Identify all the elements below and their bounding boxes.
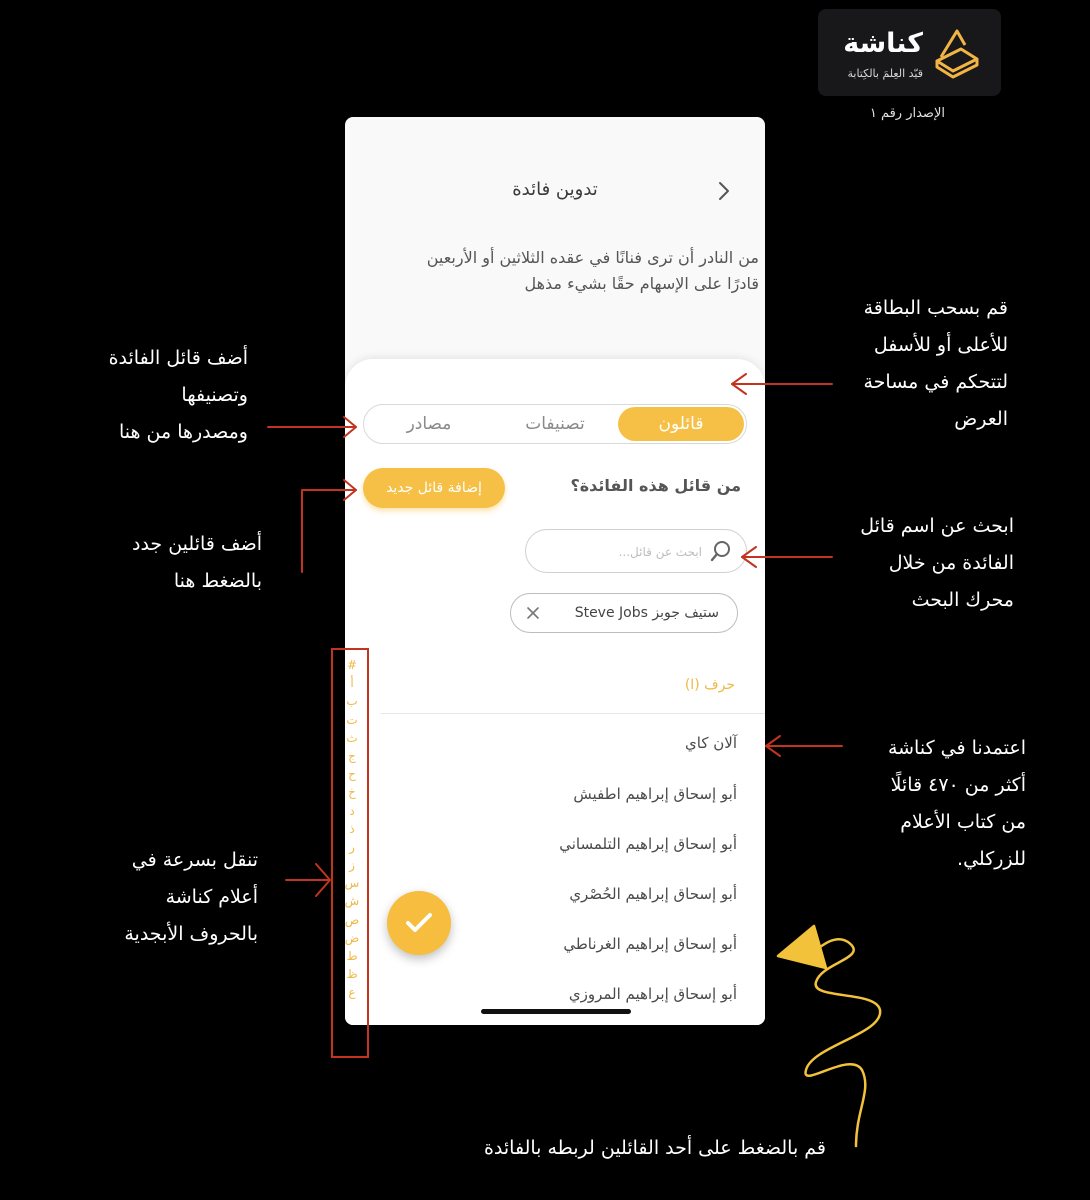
alphabet-letter[interactable]: # <box>346 658 358 672</box>
list-item[interactable]: أبو إسحاق إبراهيم المروزي <box>568 985 737 1003</box>
close-icon[interactable] <box>525 605 541 621</box>
add-sayer-button[interactable]: إضافة قائل جديد <box>363 468 505 508</box>
alphabet-letter[interactable]: س <box>344 876 360 891</box>
annotation-alphabet <box>124 842 258 953</box>
alphabet-letter[interactable]: ب <box>346 694 358 709</box>
alphabet-letter[interactable]: ع <box>348 985 356 1000</box>
alphabet-letter[interactable]: ح <box>348 767 356 782</box>
checkmark-icon <box>405 911 433 935</box>
phone-screen <box>345 117 765 1025</box>
tab-sayers[interactable]: قائلون <box>618 407 744 441</box>
annotation-line: ومصدرها من هنا <box>118 421 248 443</box>
home-indicator <box>481 1009 631 1014</box>
alphabet-letter[interactable]: ظ <box>346 967 358 982</box>
list-item[interactable]: آلان كاي <box>685 734 737 752</box>
segmented-tabs <box>363 404 747 444</box>
annotation-line: للأعلى أو للأسفل <box>873 334 1008 356</box>
tab-categories[interactable]: تصنيفات <box>525 414 585 434</box>
annotation-line: بالضغط هنا <box>173 570 262 592</box>
alphabet-letter[interactable]: خ <box>348 785 356 800</box>
annotation-line: أكثر من ٤٧٠ قائلًا <box>890 774 1026 796</box>
alphabet-letter[interactable]: ص <box>344 912 360 927</box>
annotation-line: وتصنيفها <box>181 384 248 406</box>
search-input[interactable] <box>550 538 704 566</box>
selected-sayer-chip[interactable] <box>510 593 738 633</box>
alphabet-letter[interactable]: ر <box>349 839 355 854</box>
list-item[interactable]: أبو إسحاق إبراهيم التلمساني <box>559 835 737 853</box>
arrow-alphabet <box>286 864 330 896</box>
app-logo <box>818 9 1001 96</box>
annotation-line: ابحث عن اسم قائل <box>860 515 1014 537</box>
tab-sources[interactable]: مصادر <box>406 414 452 434</box>
alphabet-letter[interactable]: ط <box>346 949 358 963</box>
annotation-line: أضف قائلين جدد <box>132 533 262 555</box>
annotation-add <box>132 526 262 600</box>
quote-line: قادرًا على الإسهام حقًا بشيء مذهل <box>524 274 759 293</box>
chip-label: ستيف جوبز Steve Jobs <box>574 605 719 621</box>
annotation-tabs <box>109 340 248 451</box>
list-item[interactable]: أبو إسحاق إبراهيم الحُصْري <box>569 885 737 903</box>
annotation-line: لتتحكم في مساحة <box>863 371 1008 393</box>
squiggle-arrow <box>778 926 880 1146</box>
alphabet-letter[interactable]: ث <box>346 730 358 745</box>
annotation-search <box>860 508 1014 619</box>
alphabet-letter[interactable]: ز <box>349 858 355 873</box>
alphabet-letter[interactable]: ج <box>348 748 356 763</box>
alphabet-letter[interactable]: ذ <box>349 821 355 836</box>
annotation-line: من كتاب الأعلام <box>900 811 1026 833</box>
version-label: الإصدار رقم ١ <box>869 106 945 121</box>
bottom-sheet[interactable] <box>345 359 765 1025</box>
annotation-tap: قم بالضغط على أحد القائلين لربطه بالفائدة <box>483 1137 826 1159</box>
alphabet-highlight-box <box>331 648 369 1058</box>
quote-text[interactable] <box>389 245 759 297</box>
arrow-count <box>766 736 842 756</box>
page-title: تدوين فائدة <box>512 179 598 200</box>
alphabet-letter[interactable]: أ <box>350 676 354 691</box>
annotation-line: للزركلي. <box>957 848 1026 870</box>
alphabet-letter[interactable]: ض <box>344 930 360 945</box>
annotation-line: أعلام كناشة <box>165 886 258 908</box>
search-box <box>525 529 747 573</box>
sayer-question: من قائل هذه الفائدة؟ <box>570 476 741 495</box>
annotation-count <box>888 730 1026 878</box>
logo-title: كناشة <box>843 28 923 59</box>
logo-tagline: قيّد العِلمَ بالكِتابة <box>847 67 923 80</box>
search-icon[interactable] <box>710 540 732 562</box>
annotation-line: الفائدة من خلال <box>888 552 1014 574</box>
section-header: حرف (ا) <box>684 677 735 693</box>
annotation-line: محرك البحث <box>911 589 1014 611</box>
annotation-drag-card <box>863 290 1008 438</box>
divider <box>381 713 765 714</box>
annotation-line: العرض <box>954 408 1008 430</box>
alphabet-letter[interactable]: ت <box>346 712 358 727</box>
list-item[interactable]: أبو إسحاق إبراهيم الغرناطي <box>563 935 737 953</box>
annotation-line: اعتمدنا في كناشة <box>887 737 1026 759</box>
confirm-button[interactable] <box>387 891 451 955</box>
logo-mark-icon <box>931 27 983 79</box>
alphabet-letter[interactable]: د <box>349 803 355 818</box>
arrow-tabs <box>268 417 356 437</box>
alphabet-letter[interactable]: ش <box>344 894 360 909</box>
annotation-line: أضف قائل الفائدة <box>108 347 248 369</box>
annotation-line: تنقل بسرعة في <box>131 849 258 871</box>
quote-line: من النادر أن ترى فنانًا في عقده الثلاثين أو الأربعين <box>426 248 759 267</box>
annotation-line: بالحروف الأبجدية <box>124 923 258 945</box>
list-item[interactable]: أبو إسحاق إبراهيم اطفيش <box>573 785 737 803</box>
annotation-line: قم بسحب البطاقة <box>863 297 1008 319</box>
